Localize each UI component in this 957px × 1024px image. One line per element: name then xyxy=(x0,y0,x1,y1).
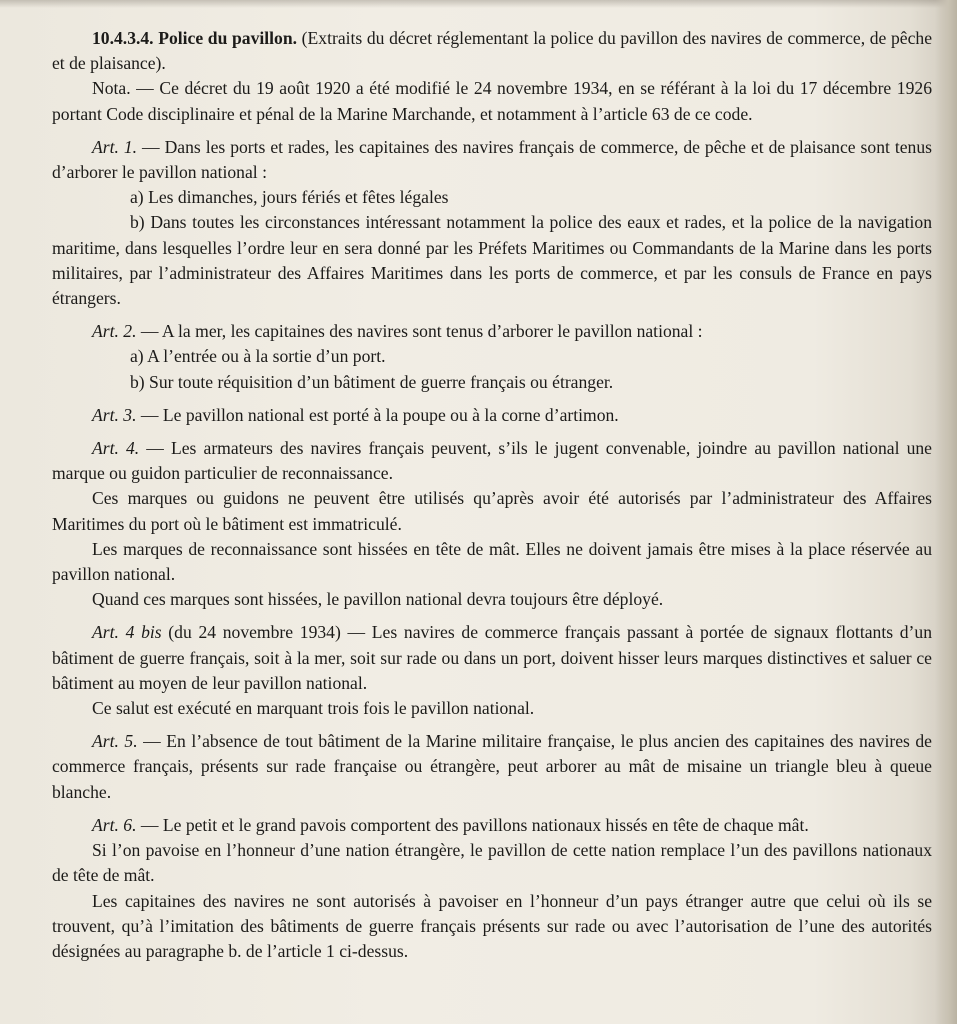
article-2-item-a: a) A l’entrée ou à la sortie d’un port. xyxy=(130,346,386,367)
article-4-paragraph-4: Quand ces marques sont hissées, le pavillon national devra toujours être déployé. xyxy=(92,589,664,610)
article-4-bis xyxy=(52,620,932,696)
nota-text: — Ce décret du 19 août 1920 a été modifié le 24 novembre 1934, en se référant à la loi du 17 décembre 1926 portant Code disciplinaire et pénal de la Marine Marchande, et notamment à l’article 63 de ce code. xyxy=(52,78,932,124)
article-4-bis-paragraph-2: Ce salut est exécuté en marquant trois fois le pavillon national. xyxy=(92,698,535,719)
nota-paragraph xyxy=(52,76,932,126)
section-heading xyxy=(52,26,932,76)
article-4-bis-text: (du 24 novembre 1934) — Les navires de commerce français passant à portée de signaux flottants d’un bâtiment de guerre français, soit à la mer, soit sur rade ou dans un port, doivent hisser leurs marques distinctives et saluer ce bâtiment au moyen de leur pavillon national. xyxy=(52,622,932,693)
page-spine-shadow xyxy=(935,0,957,1024)
page-top-shadow xyxy=(0,0,957,8)
article-5-label: Art. 5. xyxy=(92,731,138,752)
article-4-label: Art. 4. xyxy=(92,438,140,459)
nota-label: Nota. xyxy=(92,78,131,99)
article-3 xyxy=(52,403,932,428)
article-6-paragraph-2: Si l’on pavoise en l’honneur d’une nation étrangère, le pavillon de cette nation remplace l’un des pavillons nationaux de tête de mât. xyxy=(52,840,932,886)
article-2-text: — A la mer, les capitaines des navires sont tenus d’arborer le pavillon national : xyxy=(136,321,703,342)
article-4-text: — Les armateurs des navires français peuvent, s’ils le jugent convenable, joindre au pavillon national une marque ou guidon particulier de reconnaissance. xyxy=(52,438,932,484)
article-6-paragraph-3: Les capitaines des navires ne sont autorisés à pavoiser en l’honneur d’un pays étranger autre que celui où ils se trouvent, qu’à l’imitation des bâtiments de guerre français présents sur rade ou avec l’autorisation de l’une des autorités désignées au paragraphe b. de l’article 1 ci-dessus. xyxy=(52,890,932,961)
article-2-item-b: b) Sur toute réquisition d’un bâtiment de guerre français ou étranger. xyxy=(130,371,614,392)
article-4-paragraph-2: Ces marques ou guidons ne peuvent être utilisés qu’après avoir été autorisés par l’administrateur des Affaires Maritimes du port où le bâtiment est immatriculé. xyxy=(52,488,932,534)
article-5-text: — En l’absence de tout bâtiment de la Marine militaire française, le plus ancien des capitaines des navires de commerce français, présents sur rade française ou étrangère, peut arborer au mât de misaine un triangle bleu à queue blanche. xyxy=(52,731,932,802)
article-1-item-a: a) Les dimanches, jours fériés et fêtes légales xyxy=(130,187,449,208)
article-5 xyxy=(52,729,932,805)
article-1-label: Art. 1. xyxy=(92,136,138,157)
article-3-text: — Le pavillon national est porté à la poupe ou à la corne d’artimon. xyxy=(136,404,619,425)
article-1-text: — Dans les ports et rades, les capitaines des navires français de commerce, de pêche et de plaisance sont tenus d’arborer le pavillon national : xyxy=(52,136,932,183)
article-1-item-b: b) Dans toutes les circonstances intéressant notamment la police des eaux et rades, et la police de la navigation maritime, dans lesquelles l’ordre leur en sera donné par les Préfets Maritimes ou Commandants de la Marine dans les ports militaires, par l’administrateur des Affaires Maritimes dans les ports de commerce, et par les consuls de France en pays étrangers. xyxy=(52,212,932,309)
section-subtitle: (Extraits du décret réglementant la police du pavillon des navires de commerce, de pêche et de plaisance). xyxy=(52,28,932,74)
article-6-label: Art. 6. xyxy=(92,814,137,835)
article-4-bis-label: Art. 4 bis xyxy=(92,622,162,643)
article-2 xyxy=(52,319,932,344)
article-4 xyxy=(52,436,932,486)
article-6-text: — Le petit et le grand pavois comportent des pavillons nationaux hissés en tête de chaque mât. xyxy=(136,814,809,835)
article-3-label: Art. 3. xyxy=(92,404,137,425)
article-2-label: Art. 2. xyxy=(92,321,137,342)
document-body xyxy=(52,26,932,964)
section-title: Police du pavillon. xyxy=(158,28,298,48)
article-1 xyxy=(52,135,932,185)
section-number: 10.4.3.4. xyxy=(92,28,154,48)
article-6 xyxy=(52,813,932,838)
article-4-paragraph-3: Les marques de reconnaissance sont hissées en tête de mât. Elles ne doivent jamais être mises à la place réservée au pavillon national. xyxy=(52,538,932,585)
